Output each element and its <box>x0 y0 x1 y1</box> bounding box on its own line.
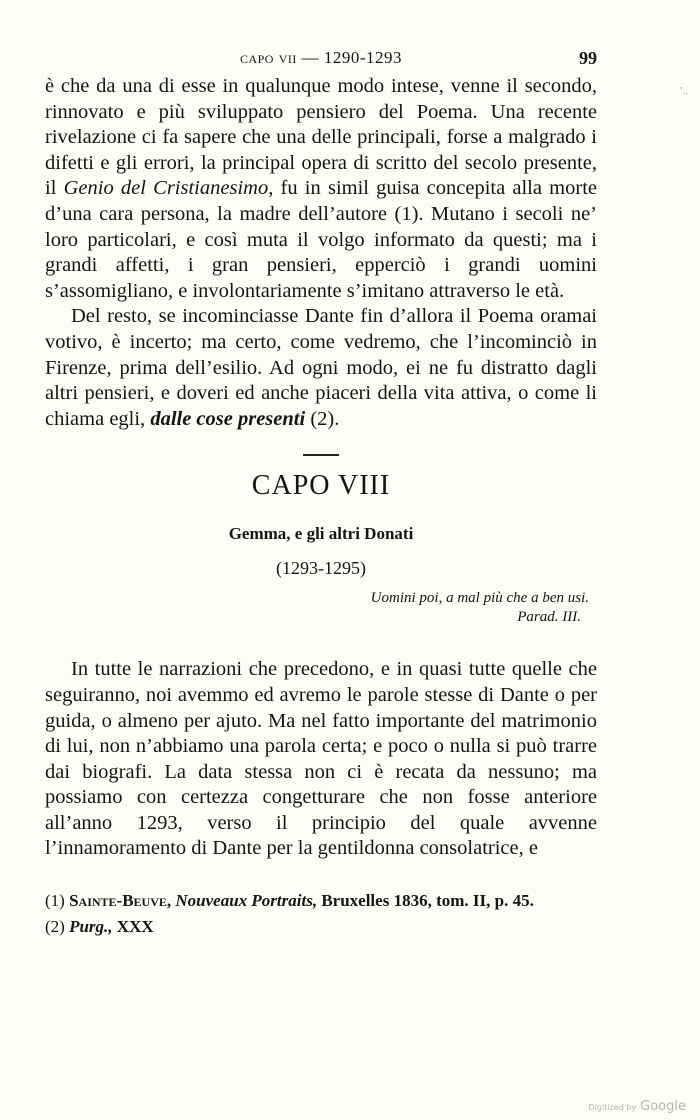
book-page <box>45 44 597 940</box>
footnote-work: Purg., <box>69 917 113 937</box>
chapter-subtitle: Gemma, e gli altri Donati <box>228 524 414 544</box>
watermark-prefix: Digitized by <box>588 1103 637 1112</box>
chapter-years: (1293-1295) <box>276 558 366 579</box>
footnote-work: Nouveaux Portraits, <box>175 891 318 911</box>
footnote-rest: Bruxelles 1836, tom. II, p. 45. <box>321 891 534 911</box>
page-number: 99 <box>579 48 597 68</box>
footnotes <box>45 888 597 940</box>
watermark-brand: Google <box>640 1099 686 1114</box>
footnote-mark: (2) <box>45 917 65 937</box>
running-head <box>45 44 597 74</box>
paragraph-text: è che da una di esse in qualunque modo intese, venne il secondo, rinnovato e più sviluppato pensiero del Poema. Una recente rivelazione ci fa sapere che una delle principali, forse a malgrado i difetti e gli errori, la principal opera di scritto del secolo presente, il <box>45 75 597 200</box>
footnote-rest: XXX <box>116 917 154 937</box>
paragraph-text: (2). <box>305 407 340 430</box>
italic-quote-cose-presenti: dalle cose presenti <box>150 407 306 430</box>
running-head-title <box>45 48 597 68</box>
italic-title-genio: Genio del Cristianesimo <box>63 177 269 200</box>
epigraph-source: Parad. III. <box>517 609 581 626</box>
footnote-1 <box>45 888 597 914</box>
epigraph-quote: Uomini poi, a mal più che a ben usi. <box>370 590 589 607</box>
chapter-title: CAPO VIII <box>251 470 391 502</box>
footnote-author: Sainte-Beuve, <box>69 891 172 911</box>
section-divider <box>303 454 339 456</box>
footnote-mark: (1) <box>45 891 65 911</box>
paragraph-in-tutte: In tutte le narrazioni che precedono, e in quasi tutte quelle che seguiranno, noi avemmo ed avremo le parole stesse di Dante o per guida, o almeno per ajuto. Ma nel fatto importante del matrimonio di lui, non n’abbiamo una parola certa; e poco o nulla si può trarre dai biografi. La data stessa non ci è recata da nessuno; ma possiamo con certezza congetturare che non fosse anteriore all’anno 1293, verso il principio del quale avvenne l’innamoramento di Dante per la gentildonna consolatrice, e <box>45 658 597 860</box>
digitized-watermark <box>589 1099 686 1114</box>
epigraph <box>45 589 589 627</box>
paragraph-continued <box>45 74 597 304</box>
section-gap <box>45 627 597 657</box>
paragraph-text: , fu in simil guisa concepita alla morte d’una cara persona, la madre dell’autore (1). Mutano i secoli ne’ loro particolari, e così muta il volgo informato da questi; ma i grandi affetti, i gran pensieri, epperciò i grandi uomini s’assomigliano, e involontariamente s’imitano attraverso le età. <box>45 177 597 302</box>
paragraph-del-resto <box>45 304 597 432</box>
footnote-2 <box>45 914 597 940</box>
paragraph-text: Del resto, se incominciasse Dante fin d’allora il Poema oramai votivo, è incerto; ma certo, come vedremo, che l’incominciò in Firenze, prima dell’esilio. Ad ogni modo, ei ne fu distratto dagli altri pensieri, e doveri ed anche piaceri della vita attiva, o come li chiama egli, <box>45 305 597 430</box>
running-head-years: — 1290-1293 <box>301 48 403 67</box>
running-head-chapter: capo vii <box>239 48 297 67</box>
margin-mark: ’.. <box>679 86 688 97</box>
